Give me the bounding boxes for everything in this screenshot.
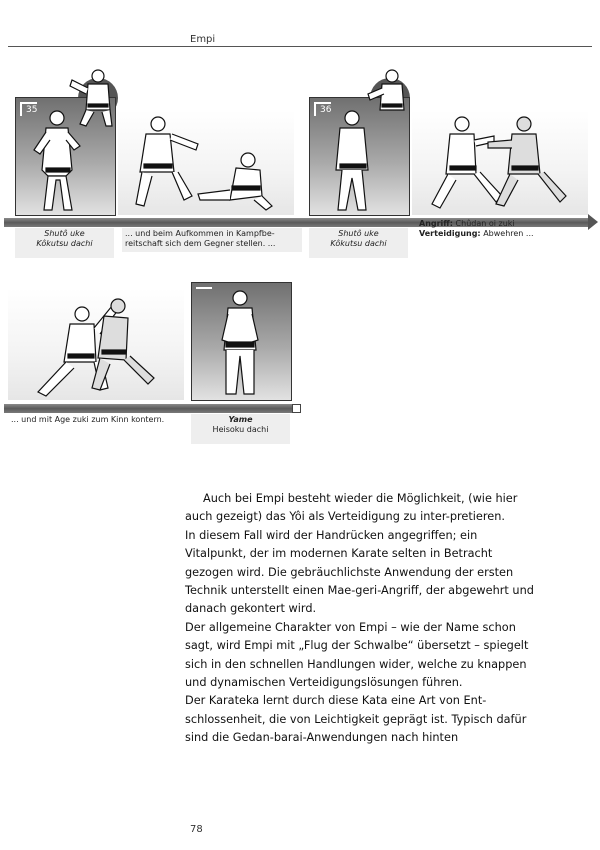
- paragraph: Auch bei Empi besteht wieder die Möglichkeit, (wie hier auch gezeigt) das Yôi als Verteidigung zu inter-pretieren.: [185, 492, 518, 524]
- paragraph: Der allgemeine Charakter von Empi – wie der Name schon sagt, wird Empi mit „Flug der Schwalbe“ übersetzt – spiegelt sich in den schnellen Handlungen wider, welche zu knappen und dynamischen Verteidigungslösungen führen.: [185, 620, 529, 690]
- page-number: 78: [190, 824, 203, 835]
- body-text: [185, 490, 540, 748]
- paragraph: In diesem Fall wird der Handrücken angegriffen; ein Vitalpunkt, der im modernen Karate selten in Betracht gezogen wird. Die gebräuchlichste Anwendung der ersten Technik unterstellt einen Mae-geri-Angriff, der abgewehrt und danach gekontert wird.: [185, 528, 534, 616]
- frame-number: 35: [20, 102, 37, 116]
- caption-technique: Shutô uke: [44, 229, 85, 238]
- page-header-title: Empi: [190, 34, 216, 45]
- caption-frame-yame: [191, 414, 290, 444]
- caption-technique: Shutô uke: [338, 229, 379, 238]
- frame-number: 36: [314, 102, 331, 116]
- caption-attack-value: Chûdan oi zuki: [455, 219, 515, 228]
- caption-label-defense: Verteidigung:: [419, 229, 481, 238]
- sequence-end-marker: [292, 404, 301, 413]
- caption-technique: Yame: [228, 415, 253, 424]
- caption-label-attack: Angriff:: [419, 219, 453, 228]
- caption-scene-3: [8, 414, 184, 428]
- caption-stance: Kôkutsu dachi: [36, 239, 93, 248]
- caption-stance: Kôkutsu dachi: [330, 239, 387, 248]
- caption-line: ... und mit Age zuki zum Kinn kontern.: [11, 415, 165, 424]
- sequence-band-row2: [4, 404, 296, 413]
- figure-scene3-receiver: [92, 299, 154, 390]
- caption-defense-value: Abwehren ...: [483, 229, 534, 238]
- caption-line: ... und beim Aufkommen in Kampfbe-: [125, 229, 275, 238]
- caption-line: reitschaft sich dem Gegner stellen. ...: [125, 239, 276, 248]
- caption-stance: Heisoku dachi: [212, 425, 269, 434]
- paragraph: Der Karateka lernt durch diese Kata eine Art von Ent-schlossenheit, die von Leichtigkeit geprägt ist. Typisch dafür sind die Gedan-barai-Anwendungen nach hinten: [185, 694, 527, 745]
- figure-yame: [222, 291, 258, 394]
